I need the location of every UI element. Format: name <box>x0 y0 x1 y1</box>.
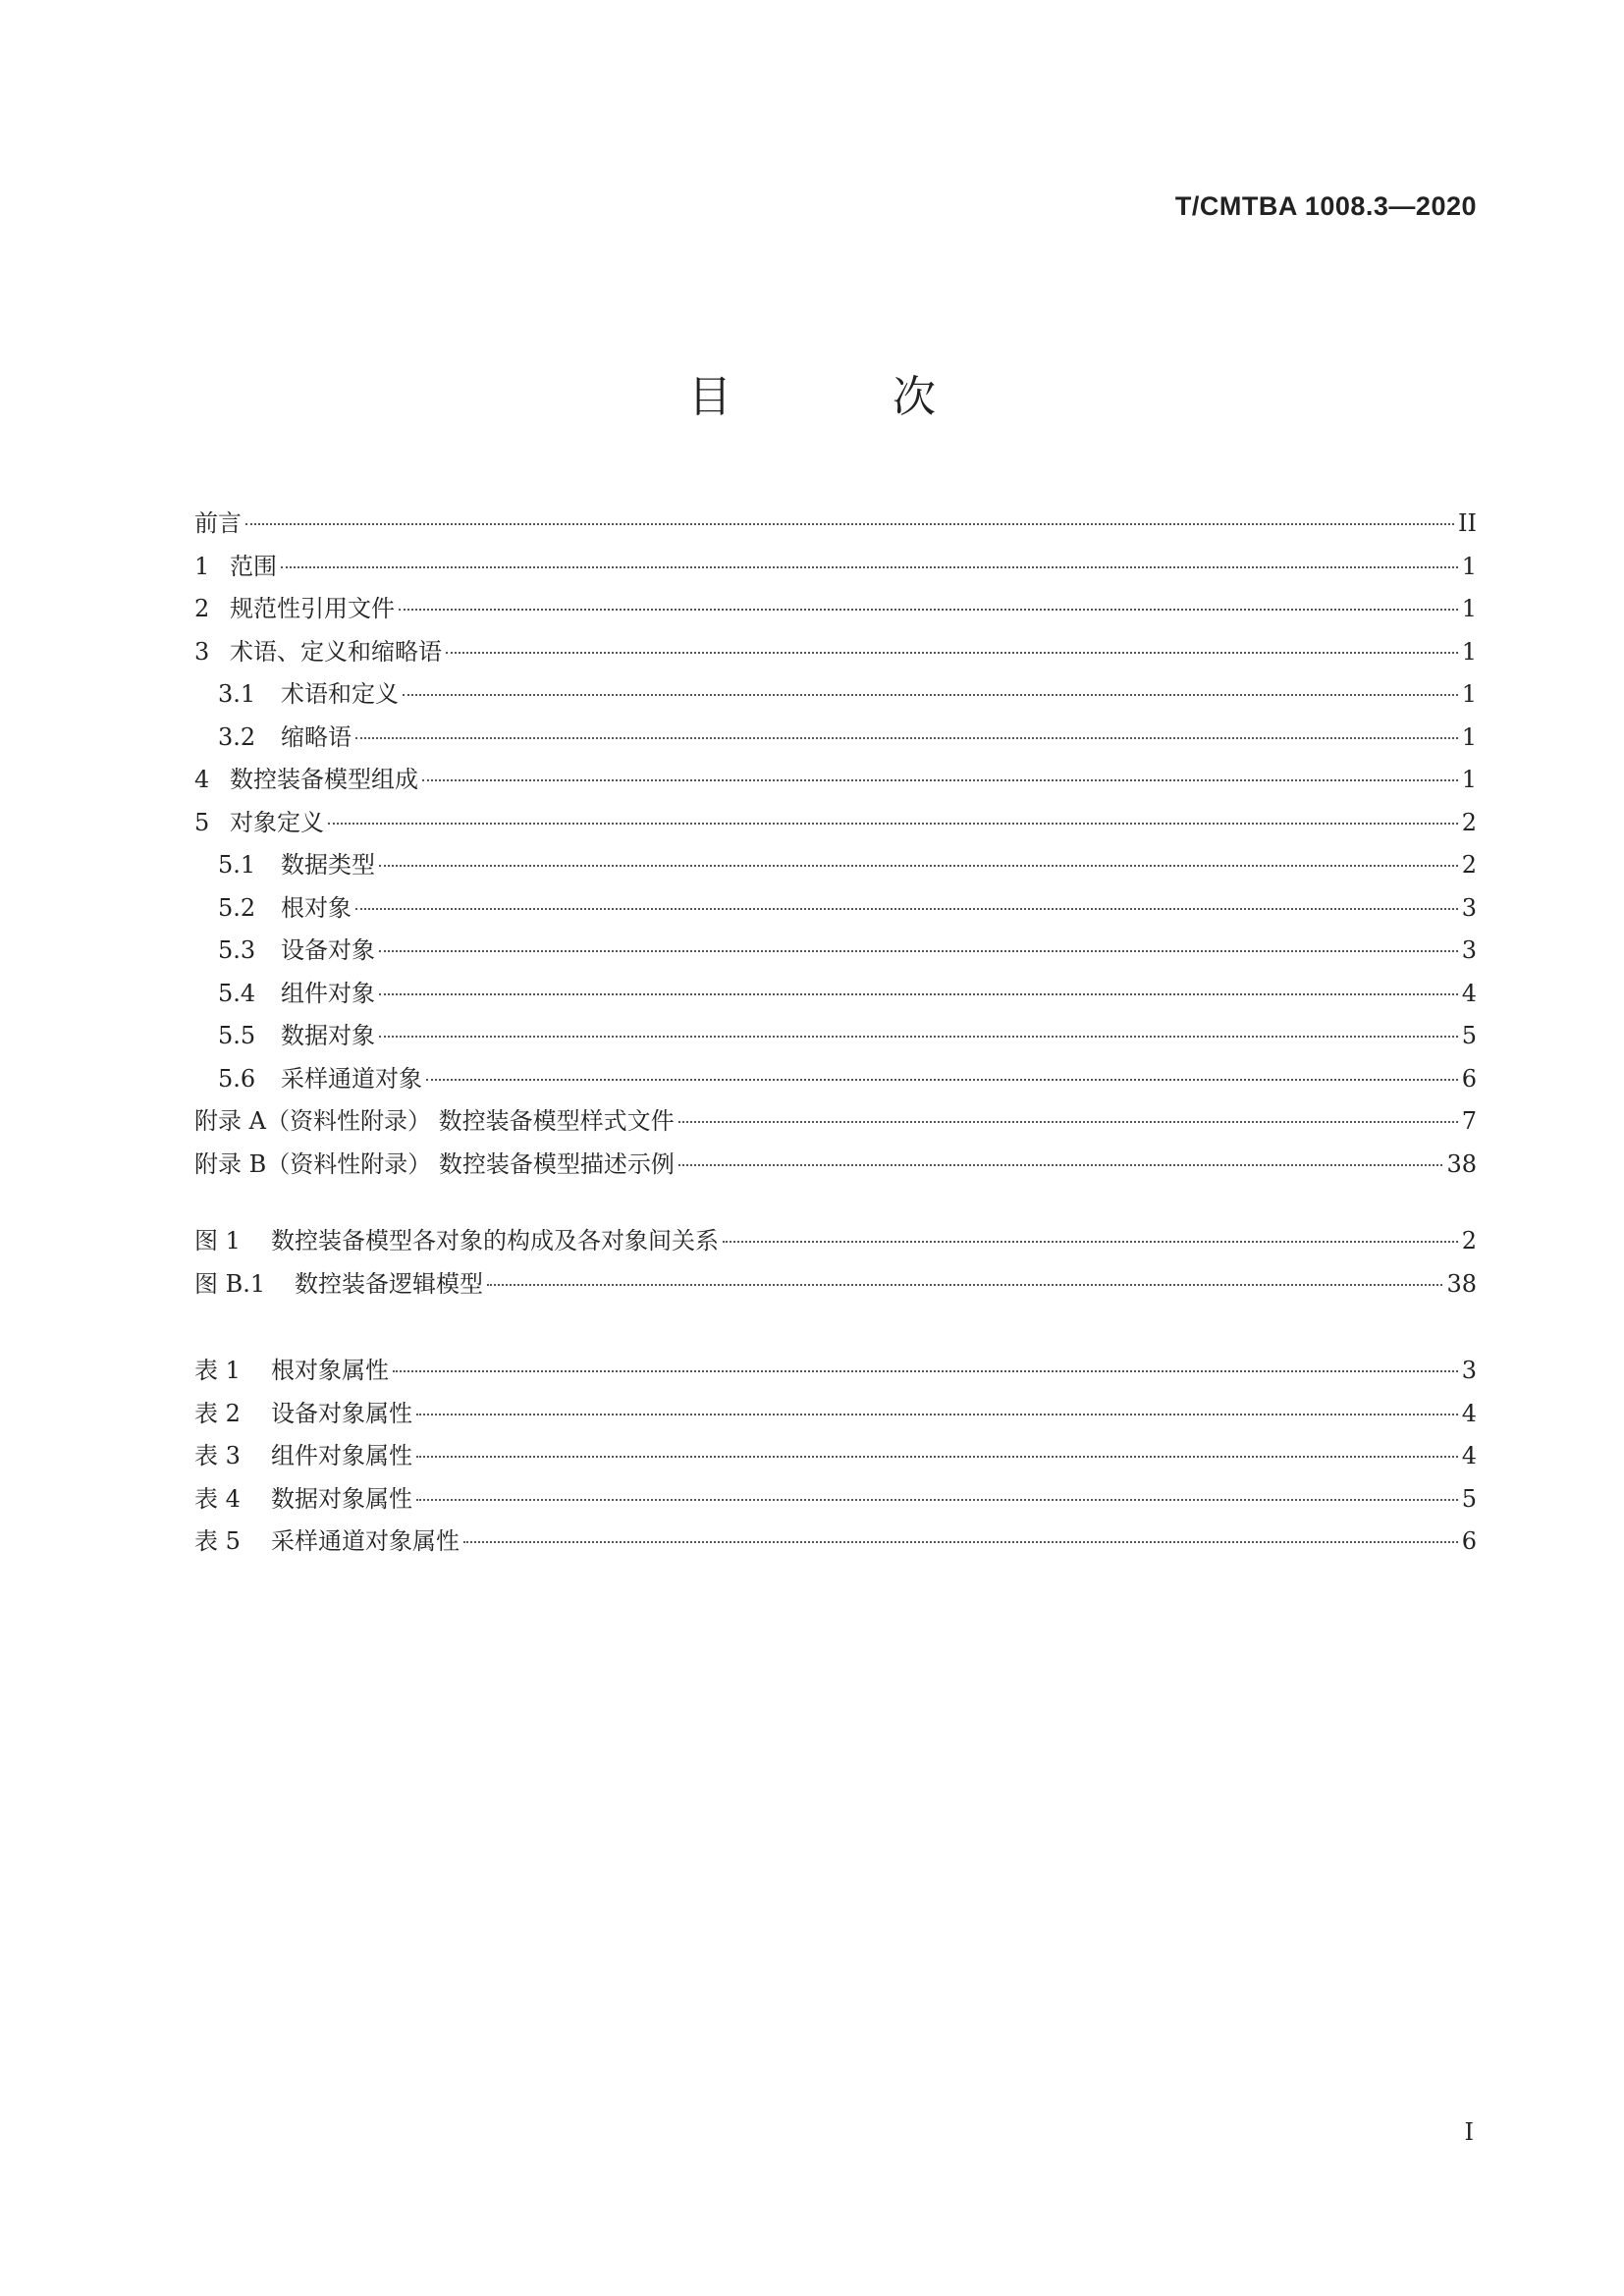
toc-entry-text: 根对象 <box>281 893 352 922</box>
toc-entry-text: 采样通道对象 <box>281 1064 422 1093</box>
toc-entry[interactable] <box>194 631 1477 674</box>
toc-tables <box>194 1350 1477 1564</box>
toc-entry-text: 数据对象 <box>281 1022 375 1049</box>
toc-entry-text: 规范性引用文件 <box>230 595 395 622</box>
dot-leader <box>379 1036 1458 1038</box>
toc-entry-text: 组件对象属性 <box>271 1442 412 1469</box>
toc-entry[interactable] <box>194 1015 1477 1058</box>
dot-leader <box>487 1284 1442 1286</box>
toc-entry[interactable] <box>194 1058 1477 1101</box>
toc-entry[interactable] <box>194 887 1477 931</box>
dot-leader <box>403 694 1458 696</box>
toc-entry-text: 设备对象属性 <box>271 1399 412 1427</box>
toc-figure-entry[interactable] <box>194 1220 1477 1263</box>
toc-entry[interactable] <box>194 717 1477 760</box>
toc-entry[interactable] <box>194 844 1477 887</box>
toc-entry[interactable] <box>194 973 1477 1016</box>
dot-leader <box>723 1241 1458 1243</box>
toc-entry[interactable] <box>194 802 1477 845</box>
toc-page-number: 1 <box>1461 680 1477 708</box>
dot-leader <box>393 1370 1458 1372</box>
toc-entry[interactable] <box>194 930 1477 973</box>
toc-entry-text: 数据类型 <box>281 851 375 879</box>
toc-entry-number: 图 1 <box>194 1227 241 1255</box>
toc-entry-number: 图 B.1 <box>194 1269 266 1298</box>
toc-page-number: 38 <box>1446 1269 1477 1298</box>
dot-leader <box>416 1499 1458 1501</box>
dot-leader <box>355 737 1458 739</box>
toc-page-number: 3 <box>1461 936 1477 964</box>
toc-entry-text: 设备对象 <box>281 936 375 964</box>
toc-page-number: 2 <box>1461 1227 1477 1255</box>
toc-entry-number: 5.5 <box>218 1022 256 1049</box>
toc-table-entry[interactable] <box>194 1435 1477 1478</box>
toc-entry-number: 3 <box>194 637 210 666</box>
toc-entry-number: 表 2 <box>194 1399 241 1427</box>
document-id: T/CMTBA 1008.3—2020 <box>1174 191 1477 221</box>
toc-entry-number: 表 5 <box>194 1527 241 1555</box>
toc-figures <box>194 1220 1477 1306</box>
toc-table-entry[interactable] <box>194 1521 1477 1564</box>
toc-entry-number: 5.4 <box>218 979 256 1007</box>
toc-page-number: 4 <box>1461 979 1477 1007</box>
toc-entry-text: 数据对象属性 <box>271 1484 412 1513</box>
toc-entry-text: 术语和定义 <box>281 680 399 708</box>
toc-entry-number: 5.3 <box>218 936 256 964</box>
toc-page-number: 5 <box>1461 1022 1477 1049</box>
toc-page-number: 6 <box>1461 1064 1477 1093</box>
toc-entry-text: 数控装备逻辑模型 <box>295 1269 483 1298</box>
toc-figure-entry[interactable] <box>194 1263 1477 1307</box>
toc-page-number: II <box>1458 509 1477 537</box>
toc-entry-number: 5 <box>194 808 210 836</box>
toc-page-number: 4 <box>1461 1442 1477 1469</box>
toc-page-number: 1 <box>1461 766 1477 793</box>
dot-leader <box>328 823 1458 825</box>
dot-leader <box>379 993 1458 995</box>
toc-page-number: 6 <box>1461 1527 1477 1555</box>
toc-entry-text: 数控装备模型各对象的构成及各对象间关系 <box>271 1227 719 1255</box>
toc-entry-number: 5.1 <box>218 851 256 879</box>
toc-entry[interactable] <box>194 673 1477 717</box>
dot-leader <box>463 1541 1458 1543</box>
toc-entry-text: 采样通道对象属性 <box>271 1527 460 1555</box>
dot-leader <box>399 609 1458 611</box>
dot-leader <box>379 865 1458 867</box>
toc-sections <box>194 503 1477 1186</box>
toc-entry[interactable] <box>194 759 1477 802</box>
toc-entry-number: 3.2 <box>218 722 256 751</box>
toc-entry-text: 根对象属性 <box>271 1357 389 1384</box>
toc-entry-text: 术语、定义和缩略语 <box>230 637 442 666</box>
dot-leader <box>416 1456 1458 1458</box>
toc-page-number: 5 <box>1461 1484 1477 1513</box>
page-number: I <box>1464 2118 1474 2146</box>
toc-entry-text: 缩略语 <box>281 722 352 751</box>
toc-entry-number: 附录 A（资料性附录） <box>194 1107 431 1135</box>
toc-entry-number: 表 3 <box>194 1442 241 1469</box>
toc-entry-text: 对象定义 <box>230 808 324 836</box>
toc-entry-text: 组件对象 <box>281 979 375 1007</box>
toc-entry-text: 范围 <box>230 552 277 580</box>
dot-leader <box>678 1121 1458 1123</box>
toc-entry-number: 2 <box>194 595 210 622</box>
dot-leader <box>245 523 1454 525</box>
page-title: 目 次 <box>688 372 995 422</box>
toc-entry[interactable] <box>194 1144 1477 1187</box>
toc-page-number: 1 <box>1461 595 1477 622</box>
toc-entry-number: 4 <box>194 766 210 793</box>
dot-leader <box>678 1164 1443 1166</box>
toc-entry-text: 数控装备模型组成 <box>230 766 418 793</box>
toc-entry[interactable] <box>194 1100 1477 1144</box>
toc-table-entry[interactable] <box>194 1478 1477 1522</box>
toc-entry-number: 1 <box>194 552 210 580</box>
toc-entry-number: 5.6 <box>218 1064 256 1093</box>
toc-page-number: 3 <box>1461 893 1477 922</box>
toc-page-number: 7 <box>1461 1107 1477 1135</box>
toc-entry-number: 表 4 <box>194 1484 241 1513</box>
dot-leader <box>355 908 1458 910</box>
toc-entry[interactable] <box>194 588 1477 631</box>
dot-leader <box>281 566 1458 568</box>
toc-entry-text: 前言 <box>194 509 242 537</box>
toc-page-number: 2 <box>1461 851 1477 879</box>
toc-page-number: 38 <box>1446 1149 1477 1178</box>
dot-leader <box>422 779 1458 781</box>
toc-entry-number: 表 1 <box>194 1357 241 1384</box>
toc-entry[interactable] <box>194 503 1477 546</box>
toc-entry-number: 附录 B（资料性附录） <box>194 1149 432 1178</box>
toc-page-number: 1 <box>1461 637 1477 666</box>
toc-page-number: 4 <box>1461 1399 1477 1427</box>
dot-leader <box>446 652 1458 654</box>
toc-entry-text: 数控装备模型样式文件 <box>438 1107 675 1135</box>
toc-table-entry[interactable] <box>194 1350 1477 1393</box>
toc-entry-number: 3.1 <box>218 680 256 708</box>
toc-page-number: 2 <box>1461 808 1477 836</box>
toc-table-entry[interactable] <box>194 1393 1477 1436</box>
toc-page-number: 1 <box>1461 722 1477 751</box>
toc-entry-text: 数控装备模型描述示例 <box>438 1149 675 1178</box>
toc-page-number: 1 <box>1461 552 1477 580</box>
dot-leader <box>416 1414 1458 1415</box>
toc-entry-number: 5.2 <box>218 893 256 922</box>
toc-entry[interactable] <box>194 546 1477 589</box>
dot-leader <box>379 950 1458 952</box>
dot-leader <box>426 1079 1458 1081</box>
toc-page-number: 3 <box>1461 1357 1477 1384</box>
